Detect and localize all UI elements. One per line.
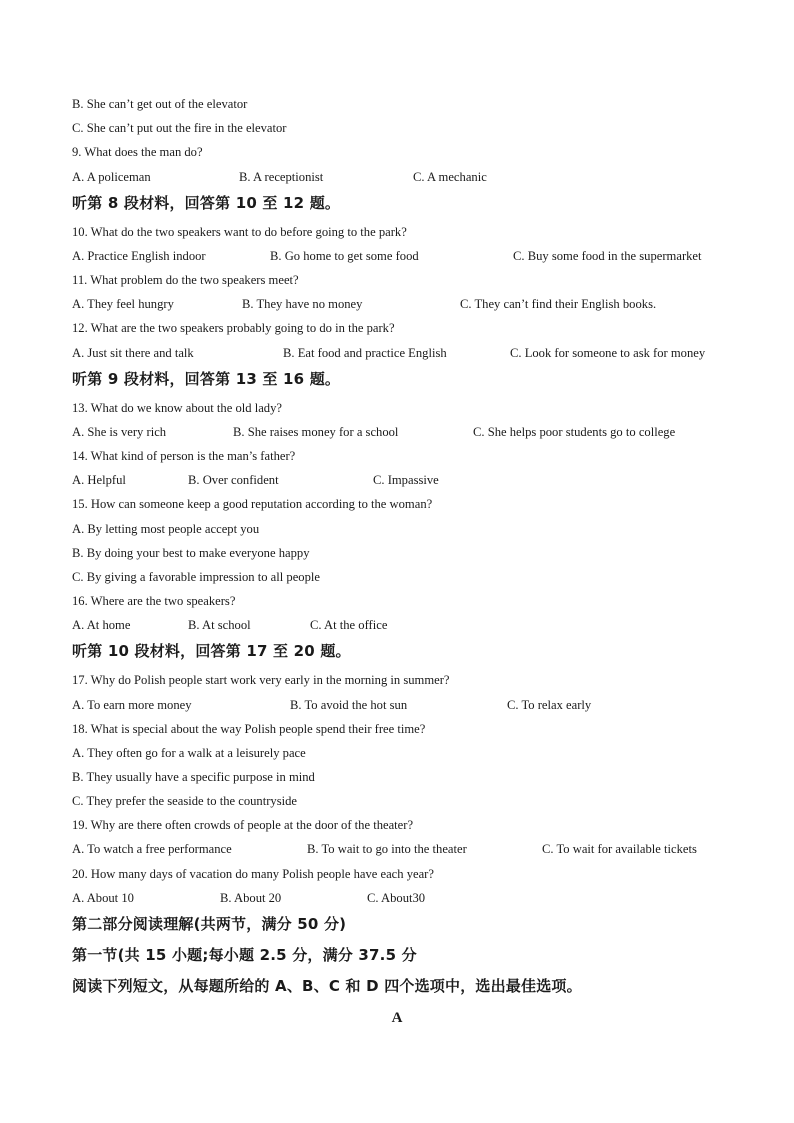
q9-option-c: C. A mechanic: [413, 170, 487, 184]
q8-option-c: C. She can’t put out the fire in the elevator: [72, 121, 287, 135]
q13-stem: 13. What do we know about the old lady?: [72, 401, 282, 415]
q20-stem: 20. How many days of vacation do many Polish people have each year?: [72, 867, 434, 881]
q12-stem: 12. What are the two speakers probably going to do in the park?: [72, 321, 395, 335]
section-heading-9: 听第 9 段材料，回答第 13 至 16 题。: [72, 370, 341, 388]
part2-section1-heading: 第一节(共 15 小题;每小题 2.5 分，满分 37.5 分: [72, 946, 417, 964]
q19-option-b: B. To wait to go into the theater: [307, 842, 467, 856]
q9-option-b: B. A receptionist: [239, 170, 324, 184]
q18-option-c: C. They prefer the seaside to the countryside: [72, 794, 297, 808]
q12-option-c: C. Look for someone to ask for money: [510, 346, 706, 360]
section-heading-10: 听第 10 段材料，回答第 17 至 20 题。: [72, 642, 351, 660]
q13-option-c: C. She helps poor students go to college: [473, 425, 676, 439]
q18-option-a: A. They often go for a walk at a leisurely pace: [72, 746, 306, 760]
part2-heading: 第二部分阅读理解(共两节，满分 50 分): [72, 915, 347, 933]
q18-stem: 18. What is special about the way Polish people spend their free time?: [72, 722, 426, 736]
q9-option-a: A. A policeman: [72, 170, 151, 184]
q10-option-b: B. Go home to get some food: [270, 249, 419, 263]
q10-stem: 10. What do the two speakers want to do before going to the park?: [72, 225, 407, 239]
q10-option-a: A. Practice English indoor: [72, 249, 206, 263]
q19-option-c: C. To wait for available tickets: [542, 842, 697, 856]
q18-option-b: B. They usually have a specific purpose in mind: [72, 770, 315, 784]
q16-option-b: B. At school: [188, 618, 251, 632]
q14-option-c: C. Impassive: [373, 473, 439, 487]
q16-option-c: C. At the office: [310, 618, 388, 632]
q12-option-b: B. Eat food and practice English: [283, 346, 447, 360]
reading-instruction: 阅读下列短文，从每题所给的 A、B、C 和 D 四个选项中，选出最佳选项。: [72, 977, 582, 995]
section-heading-8: 听第 8 段材料，回答第 10 至 12 题。: [72, 194, 341, 212]
q15-option-a: A. By letting most people accept you: [72, 522, 260, 536]
q19-stem: 19. Why are there often crowds of people at the door of the theater?: [72, 818, 414, 832]
q9-stem: 9. What does the man do?: [72, 145, 203, 159]
q12-option-a: A. Just sit there and talk: [72, 346, 194, 360]
q17-option-a: A. To earn more money: [72, 698, 192, 712]
q17-option-b: B. To avoid the hot sun: [290, 698, 408, 712]
q16-stem: 16. Where are the two speakers?: [72, 594, 236, 608]
q14-option-a: A. Helpful: [72, 473, 126, 487]
q19-option-a: A. To watch a free performance: [72, 842, 232, 856]
q13-option-a: A. She is very rich: [72, 425, 167, 439]
q11-stem: 11. What problem do the two speakers meet?: [72, 273, 299, 287]
q13-option-b: B. She raises money for a school: [233, 425, 399, 439]
q11-option-c: C. They can’t find their English books.: [460, 297, 657, 311]
q11-option-b: B. They have no money: [242, 297, 363, 311]
q20-option-a: A. About 10: [72, 891, 134, 905]
q16-option-a: A. At home: [72, 618, 131, 632]
passage-label: A: [391, 1010, 403, 1026]
q15-option-c: C. By giving a favorable impression to all people: [72, 570, 320, 584]
q8-option-b: B. She can’t get out of the elevator: [72, 97, 248, 111]
q14-option-b: B. Over confident: [188, 473, 279, 487]
q15-stem: 15. How can someone keep a good reputation according to the woman?: [72, 497, 433, 511]
q20-option-c: C. About30: [367, 891, 426, 905]
q17-stem: 17. Why do Polish people start work very early in the morning in summer?: [72, 673, 450, 687]
q15-option-b: B. By doing your best to make everyone happy: [72, 546, 310, 560]
q17-option-c: C. To relax early: [507, 698, 592, 712]
q20-option-b: B. About 20: [220, 891, 282, 905]
q14-stem: 14. What kind of person is the man’s father?: [72, 449, 296, 463]
q10-option-c: C. Buy some food in the supermarket: [513, 249, 702, 263]
q11-option-a: A. They feel hungry: [72, 297, 174, 311]
